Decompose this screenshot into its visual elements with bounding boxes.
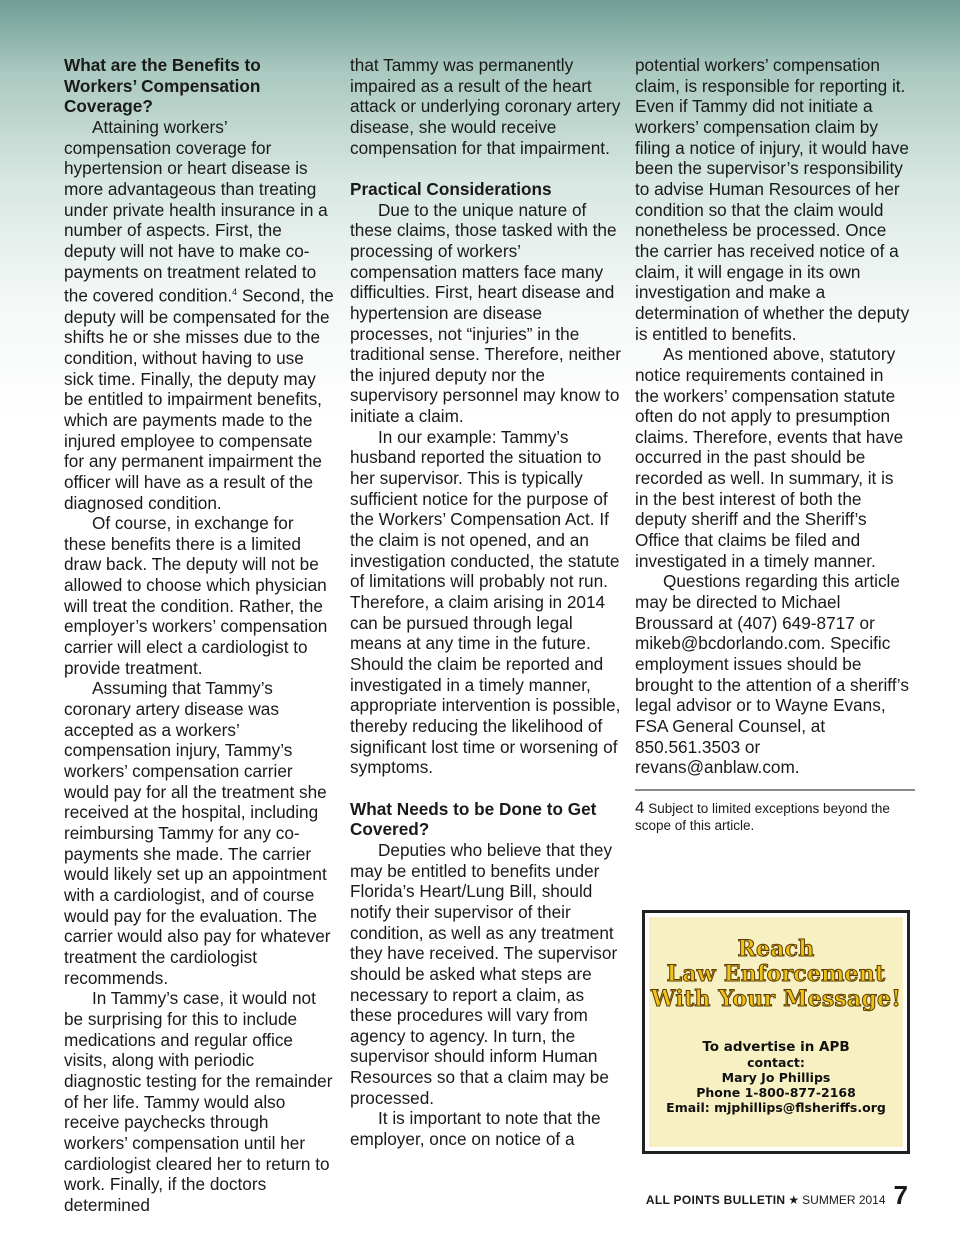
- magazine-name: ALL POINTS BULLETIN: [645, 1193, 786, 1207]
- ad-phone: Phone 1-800-877-2168: [696, 1085, 856, 1100]
- paragraph: In Tammy’s case, it would not be surprising for this to include medications and regular office visits, along with periodic diagnostic testing for the remainder of her life. Tammy would also receive paychecks through workers’ compensation until her cardiologist cleared her to return to work. Finally, if the doctors determined: [64, 988, 333, 1215]
- footnote-ref: 4: [232, 287, 238, 298]
- ad-line: To advertise in APB: [702, 1039, 850, 1055]
- paragraph: In our example: Tammy’s husband reported the situation to her supervisor. This is typically sufficient notice for the purpose of the Workers’ Compensation Act. If the claim is not opened, and an investigation conducted, the statute of limitations will probably not run. Therefore, a claim arising in 2014 can be pursued through legal means at any time in the future. Should the claim be reported and investigated in a timely manner, appropriate intervention is possible, thereby reducing the likelihood of significant lost time or worsening of symptoms.: [350, 426, 621, 778]
- advertisement-headline: [649, 937, 903, 1012]
- paragraph-text: Attaining workers’ compensation coverage for hypertension or heart disease is more advantageous than treating under private health insurance in a number of aspects. First, the deputy will not have to make co-payments on treatment related to the covered condition.: [64, 116, 328, 306]
- footnote-text: Subject to limited exceptions beyond the scope of this article.: [635, 800, 890, 833]
- paragraph: [64, 117, 334, 513]
- article-column-1: [64, 55, 334, 1215]
- paragraph: Of course, in exchange for these benefits there is a limited draw back. The deputy will not be allowed to choose which physician will treat the condition. Rather, the employer’s workers’ compensation carrier will elect a cardiologist to provide treatment.: [64, 513, 328, 678]
- article-column-2: [350, 55, 624, 1150]
- section-heading: What Needs to be Done to Get Covered?: [350, 798, 597, 840]
- paragraph-text: Second, the deputy will be compensated for the shifts he or she misses due to the condition, without having to use sick time. Finally, the deputy may be entitled to impairment benefits, which are payments made to the injured employee to compensate for any permanent impairment the officer will have as a result of the diagnosed condition.: [64, 285, 334, 513]
- footnote-number: 4: [635, 797, 645, 817]
- ad-headline-line: Law Enforcement: [666, 961, 886, 987]
- ad-headline-line: With Your Message!: [650, 986, 902, 1012]
- paragraph: Due to the unique nature of these claims, those tasked with the processing of workers’ compensation matters face many difficulties. First, heart disease and hypertension are disease processes, not “injuries” in the traditional sense. Therefore, neither the injured deputy nor the supervisory personnel may know to initiate a claim.: [350, 199, 622, 427]
- ad-headline-line: Reach: [737, 936, 815, 962]
- paragraph: Deputies who believe that they may be entitled to benefits under Florida’s Heart/Lung Bill, should notify their supervisor of their condition, as well as any treatment they have received. The supervisor should be asked what steps are necessary to report a claim, as these procedures will vary from agency to agency. In turn, the supervisor should inform Human Resources so that a claim may be processed.: [350, 839, 618, 1108]
- ad-line: contact:: [747, 1055, 805, 1070]
- section-heading: What are the Benefits to Workers’ Compensation Coverage?: [64, 55, 261, 117]
- paragraph: Questions regarding this article may be directed to Michael Broussard at (407) 649-8717 or mikeb@bcdorlando.com. Specific employment issues should be brought to the attention of a sheriff’s legal advisor or to Wayne Evans, FSA General Counsel, at 850.561.3503 or revans@anblaw.com.: [635, 571, 909, 778]
- issue-date: SUMMER 2014: [802, 1193, 886, 1207]
- footnote-divider: [635, 789, 915, 791]
- paragraph: that Tammy was permanently impaired as a result of the heart attack or underlying coronary artery disease, she would receive compensation for that impairment.: [350, 55, 621, 158]
- paragraph: It is important to note that the employer, once on notice of a: [350, 1108, 601, 1150]
- footnote: [635, 799, 910, 834]
- section-heading: Practical Considerations: [350, 178, 552, 199]
- advertisement-contact: [649, 1040, 903, 1115]
- paragraph: Assuming that Tammy’s coronary artery disease was accepted as a workers’ compensation injury, Tammy’s workers’ compensation carrier would pay for all the treatment she received at the hospital, including reimbursing Tammy for any co-payments she made. The carrier would likely set up an appointment with a cardiologist, and of course would pay for the evaluation. The carrier would also pay for whatever treatment the cardiologist recommends.: [64, 678, 331, 988]
- star-icon: ★: [788, 1193, 800, 1207]
- ad-contact-name: Mary Jo Phillips: [721, 1070, 831, 1085]
- advertisement-panel: [649, 917, 903, 1147]
- advertisement-box: [642, 910, 910, 1154]
- ad-email: Email: mjphillips@flsheriffs.org: [666, 1100, 886, 1115]
- paragraph: potential workers’ compensation claim, is responsible for reporting it. Even if Tammy did not initiate a workers’ compensation claim by filing a notice of injury, it would have been the supervisor’s responsibility to advise Human Resources of her condition so that the claim would nonetheless be processed. Once the carrier has received notice of a claim, it will engage in its own investigation and make a determination of whether the deputy is entitled to benefits.: [635, 55, 910, 344]
- paragraph: As mentioned above, statutory notice requirements contained in the workers’ compensation statute often do not apply to presumption claims. Therefore, events that have occurred in the past should be recorded as well. In summary, it is in the best interest of both the deputy sheriff and the Sheriff’s Office that claims be filed and investigated in a timely manner.: [635, 344, 904, 571]
- page-number: 7: [893, 1180, 908, 1210]
- article-column-3: [635, 55, 910, 834]
- page-footer: [646, 1180, 908, 1211]
